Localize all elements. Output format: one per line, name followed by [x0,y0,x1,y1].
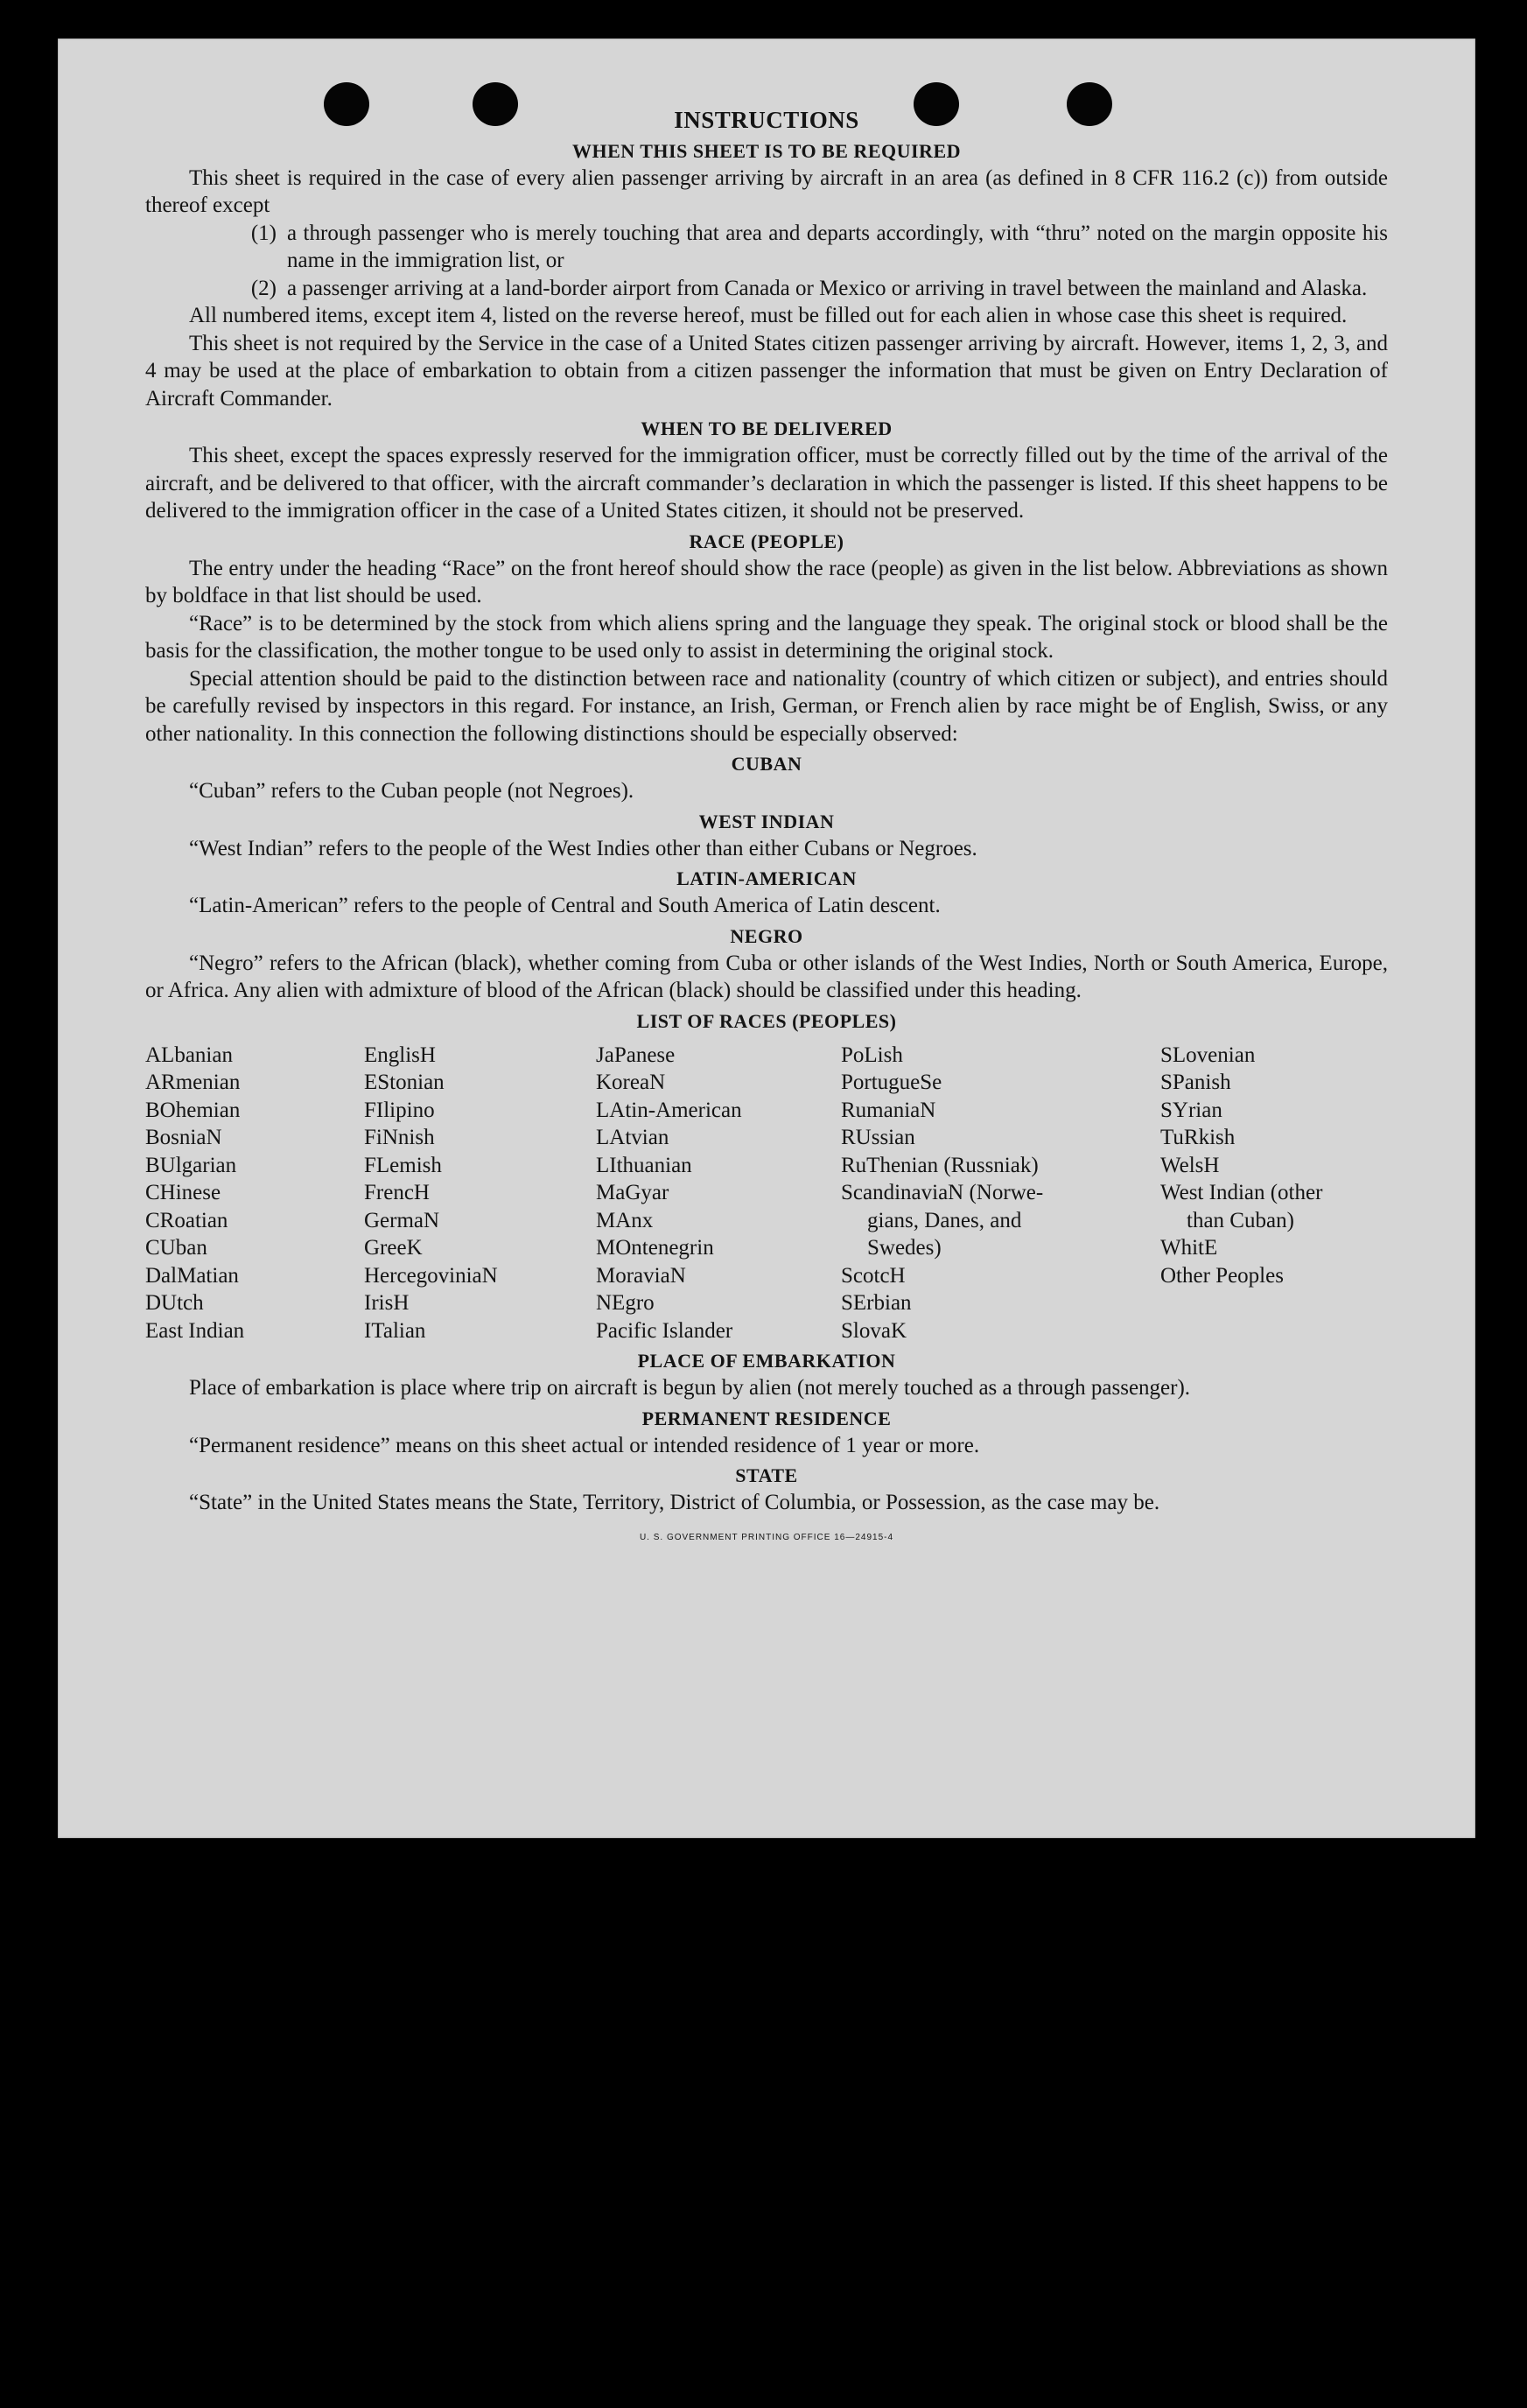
paragraph: “West Indian” refers to the people of the West Indies other than either Cubans or Negroes. [189,836,977,860]
race-entry: SYrian [1160,1098,1222,1122]
item-number: (2) [250,276,277,300]
race-entry: PoLish [841,1043,903,1067]
race-entry: ScandinaviaN (Norwe- [841,1181,1044,1204]
race-entry: ARmenian [145,1071,241,1094]
race-entry: FrencH [364,1181,430,1204]
race-entry-continued: than Cuban) [1187,1208,1294,1232]
race-entry: GreeK [364,1236,423,1260]
race-entry: JaPanese [596,1043,676,1067]
race-entry: ScotcH [841,1263,906,1288]
race-entry: DalMatian [145,1263,239,1288]
race-entry: FiNnish [364,1126,435,1149]
race-entry: EStonian [364,1071,445,1094]
paragraph: Place of embarkation is place where trip on aircraft is begun by alien (not merely touched as a through passenger). [189,1376,1191,1400]
races-column [1160,1042,1388,1345]
paragraph: “Cuban” refers to the Cuban people (not Negroes). [189,779,634,803]
race-entry: West Indian (other [1160,1181,1323,1204]
paragraph: All numbered items, except item 4, listed on the reverse hereof, must be filled out for each alien in whose case this sheet is required. [189,304,1348,327]
race-entry: LAtin-American [596,1098,742,1122]
races-list [145,1042,1388,1345]
race-entry: NEgro [596,1291,655,1315]
race-entry: RumaniaN [841,1098,936,1122]
list-item [145,220,1388,275]
race-entry: East Indian [145,1318,245,1343]
race-entry: MOntenegrin [596,1236,714,1260]
paragraph: Special attention should be paid to the distinction between race and nationality (country of which citizen or subject), and entries should be carefully revised by inspectors in this regard. For instance, an Irish, German, or French alien by race might be of English, Swiss, or any other nationality. In this connection the following distinctions should be especially observed: [145,666,1388,746]
list-item [145,275,1388,303]
race-entry: MaGyar [596,1181,669,1204]
item-number: (1) [250,221,277,245]
paragraph: The entry under the heading “Race” on the front hereof should show the race (people) as given in the list below. Abbreviations as shown by boldface in that list should be used. [145,556,1388,607]
paragraph: “State” in the United States means the State, Territory, District of Columbia, or Possession, as the case may be. [189,1491,1160,1514]
race-entry: GermaN [364,1208,440,1232]
heading-west-indian: WEST INDIAN [698,810,835,832]
race-entry: BUlgarian [145,1153,237,1177]
race-entry: EnglisH [364,1043,436,1067]
races-column [364,1042,596,1345]
race-entry: BOhemian [145,1098,241,1122]
race-entry: MoraviaN [596,1263,686,1288]
race-entry: DUtch [145,1291,204,1315]
race-entry: ALbanian [145,1043,233,1067]
heading-when-delivered: WHEN TO BE DELIVERED [641,418,893,439]
paragraph: This sheet, except the spaces expressly reserved for the immigration officer, must be correctly filled out by the time of the arrival of the aircraft, and be delivered to that officer, with the aircraft commander’s declaration in which the passenger is listed. If this sheet happens to be delivered to the immigration officer in the case of a United States citizen, it should not be preserved. [145,444,1388,523]
race-entry: ITalian [364,1318,426,1343]
paragraph: This sheet is not required by the Service in the case of a United States citizen passenger arriving by aircraft. However, items 1, 2, 3, and 4 may be used at the place of embarkation to obtain from a citizen passenger the information that must be given on Entry Declaration of Aircraft Commander. [145,331,1388,411]
races-column [841,1042,1160,1345]
race-entry: IrisH [364,1291,410,1315]
race-entry: PortugueSe [841,1071,942,1094]
heading-race: RACE (PEOPLE) [689,530,844,552]
race-entry: RuThenian (Russniak) [841,1153,1039,1177]
race-entry: SlovaK [841,1318,907,1343]
paragraph: “Latin-American” refers to the people of Central and South America of Latin descent. [189,894,941,917]
heading-latin-american: LATIN-AMERICAN [676,867,857,889]
race-entry: TuRkish [1160,1126,1236,1149]
item-text: a through passenger who is merely touching that area and departs accordingly, with “thru” noted on the margin opposite his name in the immigration list, or [287,221,1388,272]
race-entry: Pacific Islander [596,1318,733,1343]
race-entry: FLemish [364,1153,442,1177]
heading-negro: NEGRO [730,924,803,947]
heading-state: STATE [735,1464,798,1486]
race-entry: FIlipino [364,1098,435,1122]
heading-list-of-races: LIST OF RACES (PEOPLES) [636,1009,897,1032]
race-entry: Other Peoples [1160,1263,1284,1288]
heading-place-of-embarkation: PLACE OF EMBARKATION [637,1350,896,1372]
heading-permanent-residence: PERMANENT RESIDENCE [641,1407,892,1429]
instructions-content [145,107,1388,1551]
paragraph: “Negro” refers to the African (black), whether coming from Cuba or other islands of the West Indies, North or South America, Europe, or Africa. Any alien with admixture of blood of the African (black) should be classified under this heading. [145,951,1388,1002]
races-column [596,1042,841,1345]
race-entry: LIthuanian [596,1153,692,1177]
document-sheet [58,39,1475,1838]
race-entry: SErbian [841,1291,912,1315]
page-title: INSTRUCTIONS [674,107,859,133]
race-entry: WelsH [1160,1153,1220,1177]
race-entry: KoreaN [596,1071,666,1094]
heading-cuban: CUBAN [731,753,802,775]
printer-imprint: U. S. GOVERNMENT PRINTING OFFICE 16—24915-4 [639,1532,894,1542]
races-column [145,1042,364,1345]
race-entry: CUban [145,1236,207,1260]
race-entry: BosniaN [145,1126,222,1149]
paragraph: “Permanent residence” means on this sheet actual or intended residence of 1 year or more. [189,1433,980,1457]
race-entry-continued: gians, Danes, and [867,1208,1022,1232]
race-entry: WhitE [1160,1236,1218,1260]
paragraph: “Race” is to be determined by the stock from which aliens spring and the language they speak. The original stock or blood shall be the basis for the classification, the mother tongue to be used only to assist in determining the original stock. [145,611,1388,663]
race-entry: HercegoviniaN [364,1263,498,1288]
race-entry: CHinese [145,1181,221,1204]
race-entry: LAtvian [596,1126,669,1149]
heading-when-required: WHEN THIS SHEET IS TO BE REQUIRED [571,139,962,162]
item-text: a passenger arriving at a land-border airport from Canada or Mexico or arriving in travel between the mainland and Alaska. [287,276,1368,300]
race-entry: RUssian [841,1126,915,1149]
race-entry: SPanish [1160,1071,1231,1094]
paragraph: This sheet is required in the case of every alien passenger arriving by aircraft in an area (as defined in 8 CFR 116.2 (c)) from outside thereof except [145,165,1388,217]
race-entry: CRoatian [145,1208,228,1232]
race-entry-continued: Swedes) [867,1236,942,1260]
race-entry: MAnx [596,1208,654,1232]
race-entry: SLovenian [1160,1043,1256,1067]
